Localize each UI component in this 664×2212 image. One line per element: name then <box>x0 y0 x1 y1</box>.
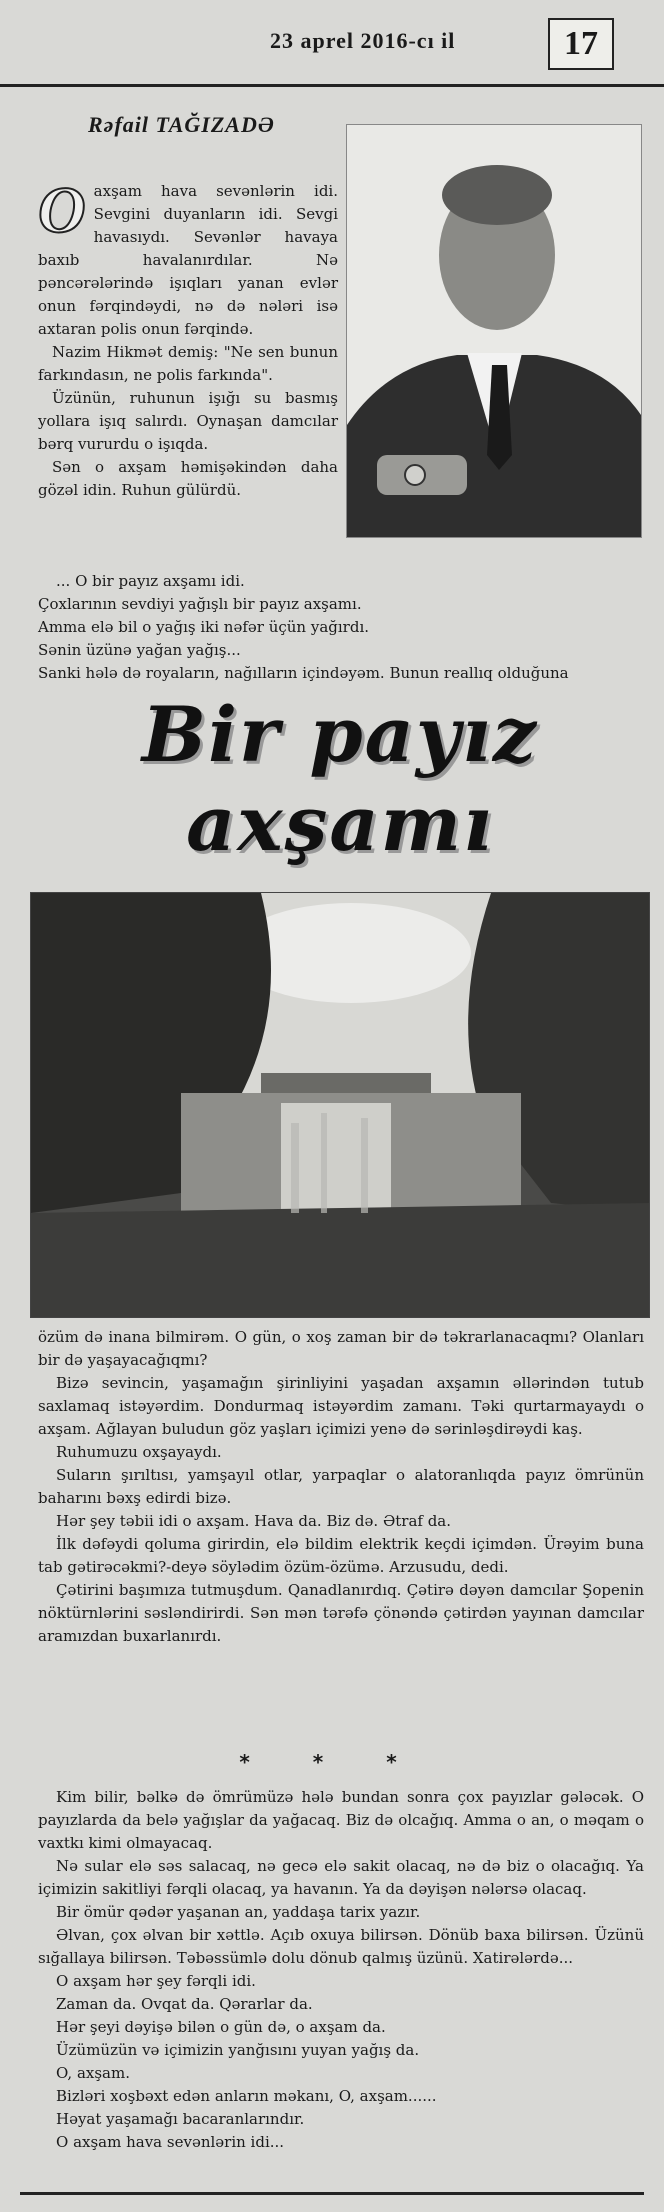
closing-text <box>38 1786 644 2154</box>
closing-paragraph: Hər şeyi dəyişə bilən o gün də, o axşam da. <box>56 2018 386 2036</box>
closing-paragraph: Kim bilir, bəlkə də ömrümüzə hələ bundan sonra çox payızlar gələcək. O payızlarda da belə yağışlar da yağacaq. Biz də olcağıq. Amma o an, o məqam o vaxtkı kimi olmayacaq. <box>38 1788 644 1852</box>
intro-paragraph-8: Sənin üzünə yağan yağış... <box>38 641 241 659</box>
intro-paragraph-9: Sanki hələ də royaların, nağılların içindəyəm. Bunun reallıq olduğuna <box>38 664 569 682</box>
body-paragraph: İlk dəfəydi qoluma girirdin, elə bildim elektrik keçdi içimdən. Ürəyim buna tab gətirəcəkmi?-deyə söylədim özüm-özümə. Arzusudu, dedi. <box>38 1535 644 1576</box>
closing-paragraph: Nə sular elə səs salacaq, nə gecə elə sakit olacaq, nə də biz o olacağıq. Ya içimizin sakitliyi fərqli olacaq, ya havanın. Ya da dəyişən nələrsə olacaq. <box>38 1857 644 1898</box>
intro-paragraph-4: Sən o axşam həmişəkindən daha gözəl idin. Ruhun gülürdü. <box>38 458 338 499</box>
intro-paragraph-2: Nazim Hikmət demiş: "Ne sen bunun farkındasın, ne polis farkında". <box>38 343 338 384</box>
closing-paragraph: Üzümüzün və içimizin yanğısını yuyan yağış da. <box>56 2041 420 2059</box>
intro-paragraph-3: Üzünün, ruhunun işığı su basmış yollara işıq salırdı. Oynaşan damcılar bərq vururdu o işıqda. <box>38 389 338 453</box>
body-paragraph: Bizə sevincin, yaşamağın şirinliyini yaşadan axşamın əllərindən tutub saxlamaq istəyərdim. Dondurmaq istəyərdim zamanı. Təki qurtarmayaydı o axşam. Ağlayan buludun göz yaşları içimizi yenə də sərinləşdirəydi kaş. <box>38 1374 644 1438</box>
intro-column <box>38 174 338 502</box>
closing-paragraph: Bizləri xoşbəxt edən anların məkanı, O, axşam...... <box>56 2087 437 2105</box>
body-paragraph: Suların şırıltısı, yamşayıl otlar, yarpaqlar o alatoranlıqda payız ömrünün baharını bəxş edirdi bizə. <box>38 1466 644 1507</box>
author-name: Rəfail TAĞIZADƏ <box>88 112 275 137</box>
intro-wide-text <box>38 570 644 685</box>
footer-rule <box>20 2192 644 2195</box>
section-separator: * * * <box>239 1750 425 1774</box>
river-painting <box>30 892 650 1318</box>
header-rule <box>0 84 664 87</box>
closing-paragraph: Bir ömür qədər yaşanan an, yaddaşa tarix yazır. <box>56 1903 421 1921</box>
closing-paragraph: Zaman da. Ovqat da. Qərarlar da. <box>56 1995 313 2013</box>
closing-paragraph: Həyat yaşamağı bacaranlarındır. <box>56 2110 305 2128</box>
intro-paragraph-7: Amma elə bil o yağış iki nəfər üçün yağırdı. <box>38 618 370 636</box>
issue-date: 23 aprel 2016-cı il <box>270 28 456 53</box>
body-text <box>38 1326 644 1648</box>
intro-paragraph-5: ... O bir payız axşamı idi. <box>56 572 245 590</box>
dropcap-letter: O <box>38 174 86 247</box>
closing-paragraph: O axşam hər şey fərqli idi. <box>56 1972 256 1990</box>
author-photo <box>346 124 642 538</box>
closing-paragraph: O, axşam. <box>56 2064 130 2082</box>
body-paragraph: Çətirini başımıza tutmuşdum. Qanadlanırdıq. Çətirə dəyən damcılar Şopenin nöktürnlərini səsləndirirdi. Sən mən tərəfə çönəndə çətirdən yayınan damcılar aramızdan buxarlanırdı. <box>38 1581 644 1645</box>
body-paragraph: özüm də inana bilmirəm. O gün, o xoş zaman bir də təkrarlanacaqmı? Olanları bir də yaşayacağıqmı? <box>38 1328 644 1369</box>
article-title: Bir payız axşamı <box>141 690 539 868</box>
body-paragraph: Ruhumuzu oxşayaydı. <box>56 1443 222 1461</box>
intro-paragraph-1: axşam hava sevənlərin idi. Sevgini duyanların idi. Sevgi havasıydı. Sevənlər havaya baxıb havalanırdılar. Nə pəncərələrində işıqları yanan evlər onun fərqindəydi, nə də nələri isə axtaran polis onun fərqində. <box>38 182 338 338</box>
page-number: 17 <box>548 18 614 70</box>
body-paragraph: Hər şey təbii idi o axşam. Hava da. Biz də. Ətraf da. <box>56 1512 452 1530</box>
closing-paragraph: Əlvan, çox əlvan bir xətt​lə. Açıb oxuya bilirsən. Dönüb baxa bilirsən. Üzünü sığallaya bilirsən. Təbəssümlə dolu dönub qalmış üzünü. Xatirələrdə... <box>38 1926 644 1967</box>
intro-paragraph-6: Çoxlarının sevdiyi yağışlı bir payız axşamı. <box>38 595 362 613</box>
closing-paragraph: O axşam hava sevənlərin idi... <box>56 2133 285 2151</box>
